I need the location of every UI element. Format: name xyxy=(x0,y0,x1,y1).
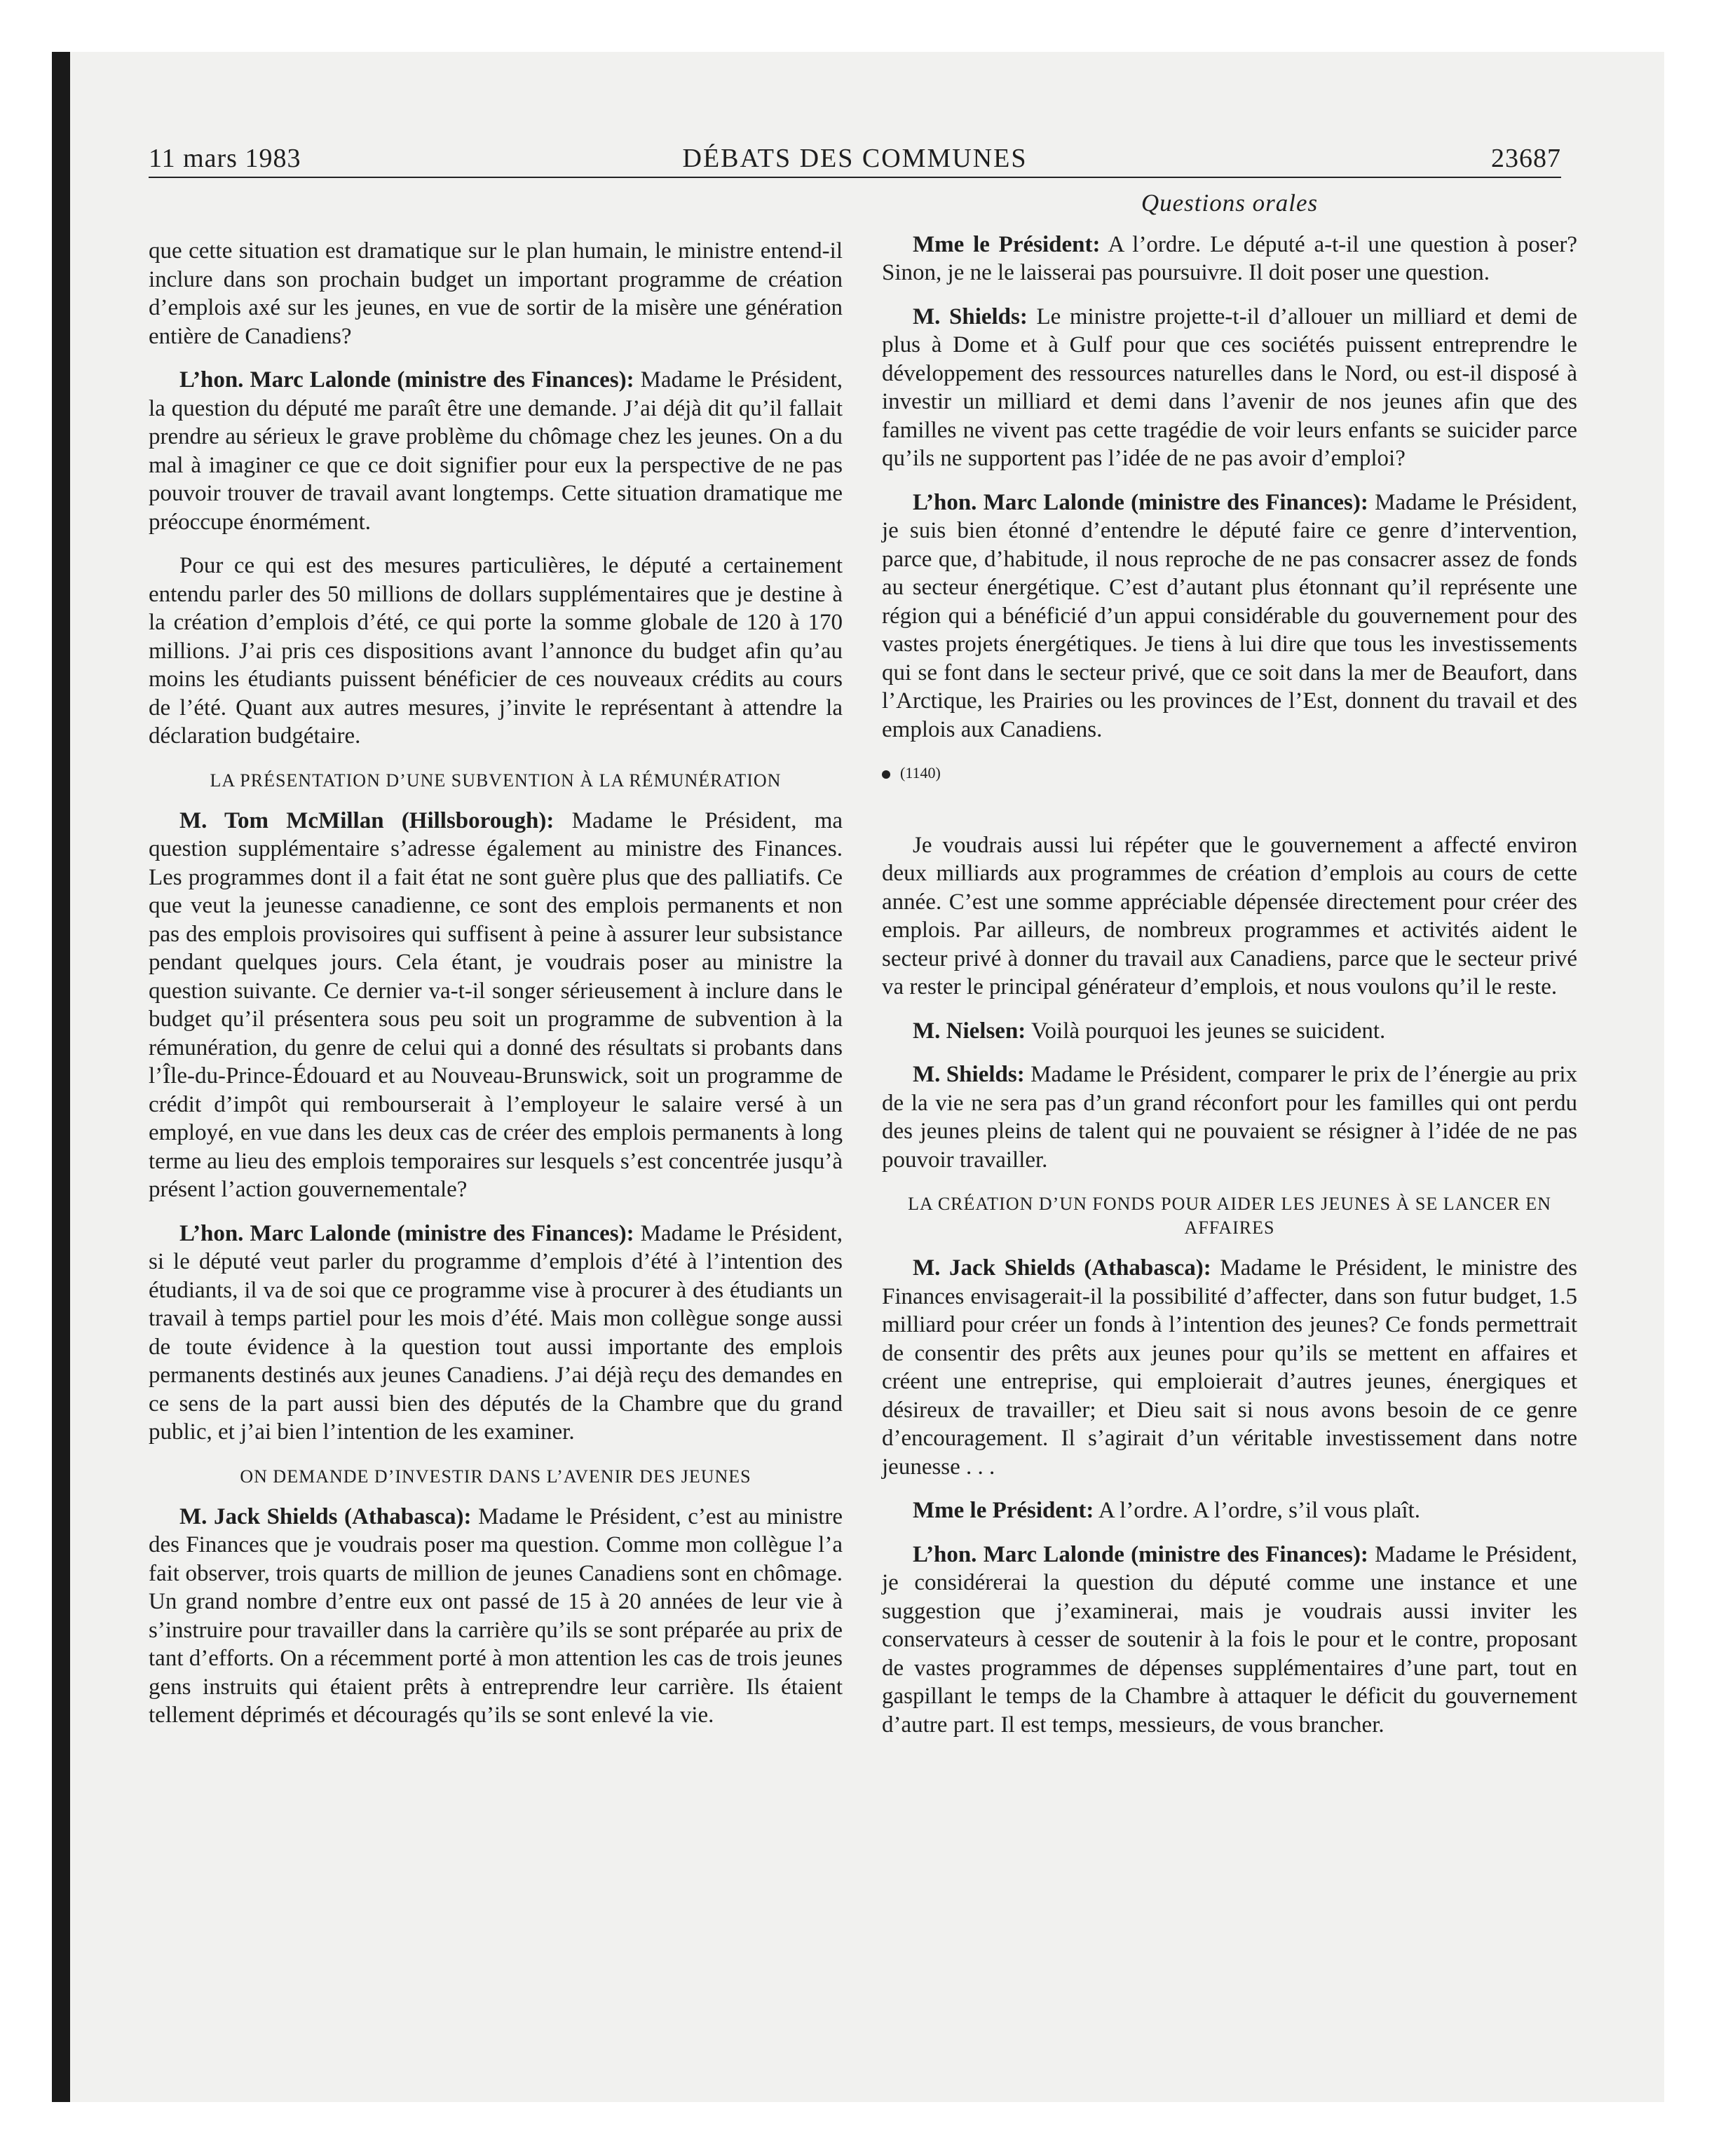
paragraph xyxy=(882,1017,1577,1046)
speaker-name: L’hon. Marc Lalonde (ministre des Finances): xyxy=(913,489,1368,515)
paragraph xyxy=(882,831,1577,1002)
paragraph-text: Voilà pourquoi les jeunes se suicident. xyxy=(1030,1018,1386,1044)
paragraph xyxy=(882,1254,1577,1481)
section-title: ON DEMANDE D’INVESTIR DANS L’AVENIR DES JEUNES xyxy=(240,1466,751,1487)
section-title: LA CRÉATION D’UN FONDS POUR AIDER LES JEUNES À SE LANCER EN AFFAIRES xyxy=(908,1194,1551,1238)
paragraph-text: Madame le Président, ma question supplémentaire s’adresse également au ministre des Finances. Les programmes dont il a fait état ne sont guère plus que des palliatifs. Ce que veut la jeunesse canadienne, ce sont des emplois permanents et non pas des emplois provisoires qui suffisent à peine à assurer leur subsistance pendant quelques jours. Cela étant, je voudrais poser au ministre la question suivante. Ce dernier va-t-il songer sérieusement à inclure dans le budget qu’il présentera sous peu soit un programme de subvention à la rémunération, du genre de celui qui a donné des résultats si probants dans l’Île-du-Prince-Édouard et au Nouveau-Brunswick, soit un programme de crédit d’impôt qui rembourserait à l’employeur le salaire versé à un employé, en vue dans les deux cas de créer des emplois permanents à long terme au lieu des emplois temporaires sur lesquels s’est concentrée jusqu’à présent l’action gouvernementale? xyxy=(149,807,843,1202)
speaker-name: M. Jack Shields (Athabasca): xyxy=(179,1503,472,1529)
paragraph xyxy=(882,1060,1577,1174)
running-title: Questions orales xyxy=(1141,189,1319,217)
time-marker-text: (1140) xyxy=(900,764,941,782)
speaker-name: M. Shields: xyxy=(913,1062,1025,1087)
header-date: 11 mars 1983 xyxy=(149,144,301,173)
paragraph-text: Madame le Président, le ministre des Finances envisagerait-il la possibilité d’affecter, dans son futur budget, 1.5 milliard pour créer un fonds à l’intention des jeunes? Ce fonds permettrait de consentir des prêts aux jeunes pour qu’ils se mettent en affaires et créent une entreprise, qui emploierait d’autres jeunes, énergiques et désireux de travailler; et Dieu sait si nous avons besoin de ce genre d’encouragement. Il s’agirait d’un véritable investissement dans notre jeunesse . . . xyxy=(882,1255,1578,1480)
paragraph xyxy=(149,237,843,350)
time-marker xyxy=(882,759,1577,788)
right-column-body xyxy=(882,231,1577,1740)
speaker-name: M. Nielsen: xyxy=(913,1018,1026,1044)
paragraph-text: Madame le Président, si le député veut parler du programme d’emplois d’été à l’intention des étudiants, il va de soi que ce programme vise à procurer à des étudiants un travail à temps partiel pour les mois d’été. Mais mon collègue songe aussi de toute évidence à la question tout aussi importante des emplois permanents destinés aux jeunes Canadiens. J’ai déjà reçu des demandes en ce sens de la part aussi bien des députés de la Chambre que du grand public, et j’ai bien l’intention de les examiner. xyxy=(149,1220,843,1445)
bullet-icon xyxy=(882,770,890,779)
speaker-name: L’hon. Marc Lalonde (ministre des Finances): xyxy=(179,1220,634,1246)
speaker-name: L’hon. Marc Lalonde (ministre des Finances): xyxy=(179,367,634,393)
paragraph-text: A l’ordre. A l’ordre, s’il vous plaît. xyxy=(1098,1498,1421,1523)
left-column xyxy=(149,237,843,1745)
paragraph xyxy=(149,1220,843,1447)
paragraph xyxy=(149,366,843,536)
paragraph-text: que cette situation est dramatique sur le plan humain, le ministre entend-il inclure dans son prochain budget un important programme de création d’emplois axé sur les jeunes, en vue de sortir de la misère une génération entière de Canadiens? xyxy=(149,238,843,349)
paragraph-text: Madame le Président, je considérerai la question du député comme une instance et une suggestion que j’examinerai, mais je voudrais aussi inviter les conservateurs à cesser de soutenir à la fois le pour et le contre, proposant de vastes programmes de dépenses supplémentaires d’une part, tout en gaspillant le temps de la Chambre à attaquer le déficit du gouvernement d’autre part. Il est temps, messieurs, de vous brancher. xyxy=(882,1541,1577,1738)
paragraph xyxy=(882,1496,1577,1525)
paragraph xyxy=(882,303,1577,473)
section-title: LA PRÉSENTATION D’UNE SUBVENTION À LA RÉMUNÉRATION xyxy=(210,770,782,791)
speaker-name: Mme le Président: xyxy=(913,231,1101,257)
right-column xyxy=(882,189,1577,1754)
header-page-number: 23687 xyxy=(1491,144,1561,173)
paragraph xyxy=(882,231,1577,287)
speaker-name: M. Tom McMillan (Hillsborough): xyxy=(179,807,554,833)
paragraph xyxy=(882,489,1577,744)
paragraph-text: A l’ordre. Le député a-t-il une question à poser? Sinon, je ne le laisserai pas poursuivre. Il doit poser une question. xyxy=(882,231,1577,285)
speaker-name: L’hon. Marc Lalonde (ministre des Finances): xyxy=(913,1541,1368,1567)
paragraph xyxy=(882,1541,1577,1740)
speaker-name: M. Jack Shields (Athabasca): xyxy=(913,1255,1211,1281)
speaker-name: Mme le Président: xyxy=(913,1498,1094,1523)
page-header xyxy=(149,140,1561,178)
speaker-name: M. Shields: xyxy=(913,303,1028,329)
paragraph xyxy=(149,1503,843,1730)
paragraph-text: Madame le Président, comparer le prix de l’énergie au prix de la vie ne sera pas d’un grand réconfort pour les familles qui ont perdu des jeunes pleins de talent qui ne pouvaient se résigner à l’idée de ne pas pouvoir travailler. xyxy=(882,1062,1577,1173)
header-title: DÉBATS DES COMMUNES xyxy=(682,144,1028,173)
paragraph-text: Je voudrais aussi lui répéter que le gouvernement a affecté environ deux milliards aux programmes de création d’emplois au cours de cette année. C’est une somme appréciable dépensée directement pour créer des emplois. Par ailleurs, de nombreux programmes et activités aident le secteur privé à donner du travail aux Canadiens, parce que le secteur privé va rester le principal générateur d’emplois, et nous voulons qu’il le reste. xyxy=(882,832,1577,999)
paragraph-text: Madame le Président, la question du député me paraît être une demande. J’ai déjà dit qu’il fallait prendre au sérieux le grave problème du chômage chez les jeunes. On a du mal à imaginer ce que ce doit signifier pour eux la perspective de ne pas pouvoir trouver de travail avant longtemps. Cette situation dramatique me préoccupe énormément. xyxy=(149,367,843,535)
paragraph-text: Le ministre projette-t-il d’allouer un milliard et demi de plus à Dome et à Gulf pour que ces sociétés puissent entreprendre le développement des ressources naturelles dans le Nord, ou est-il disposé à investir un milliard et demi dans l’avenir de nos jeunes afin que des familles ne vivent pas cette tragédie de voir leurs enfants se suicider parce qu’ils ne supportent pas l’idée de ne pas avoir d’emploi? xyxy=(882,303,1578,471)
paragraph xyxy=(149,807,843,1204)
paragraph-text: Pour ce qui est des mesures particulières, le député a certainement entendu parler des 50 millions de dollars supplémentaires que je destine à la création d’emplois d’été, ce qui porte la somme globale de 120 à 170 millions. J’ai pris ces dispositions avant l’annonce du budget afin qu’au moins les étudiants puissent bénéficier de ces nouveaux crédits au cours de l’été. Quant aux autres mesures, j’invite le représentant à attendre la déclaration budgétaire. xyxy=(149,553,843,749)
paragraph-text: Madame le Président, c’est au ministre des Finances que je voudrais poser ma question. Comme mon collègue l’a fait observer, trois quarts de million de jeunes Canadiens sont en chômage. Un grand nombre d’entre eux ont passé de 15 à 20 années de leur vie à s’instruire pour travailler dans la carrière qu’ils se sont préparée au prix de tant d’efforts. On a récemment porté à mon attention les cas de trois jeunes gens instruits qui étaient prêts à entreprendre leur carrière. Ils étaient tellement déprimés et découragés qu’ils se sont enlevé la vie. xyxy=(149,1503,843,1728)
paragraph xyxy=(149,552,843,751)
paragraph-text: Madame le Président, je suis bien étonné d’entendre le député faire ce genre d’intervention, parce que, d’habitude, il nous reproche de ne pas consacrer assez de fonds au secteur énergétique. C’est d’autant plus étonnant qu’il représente une région qui a bénéficié d’un appui considérable du gouvernement pour des vastes projets énergétiques. Je tiens à lui dire que tous les investissements qui se font dans le secteur privé, que ce soit dans la mer de Beaufort, dans l’Arctique, les Prairies ou les provinces de l’Est, donnent du travail et des emplois aux Canadiens. xyxy=(882,489,1577,742)
